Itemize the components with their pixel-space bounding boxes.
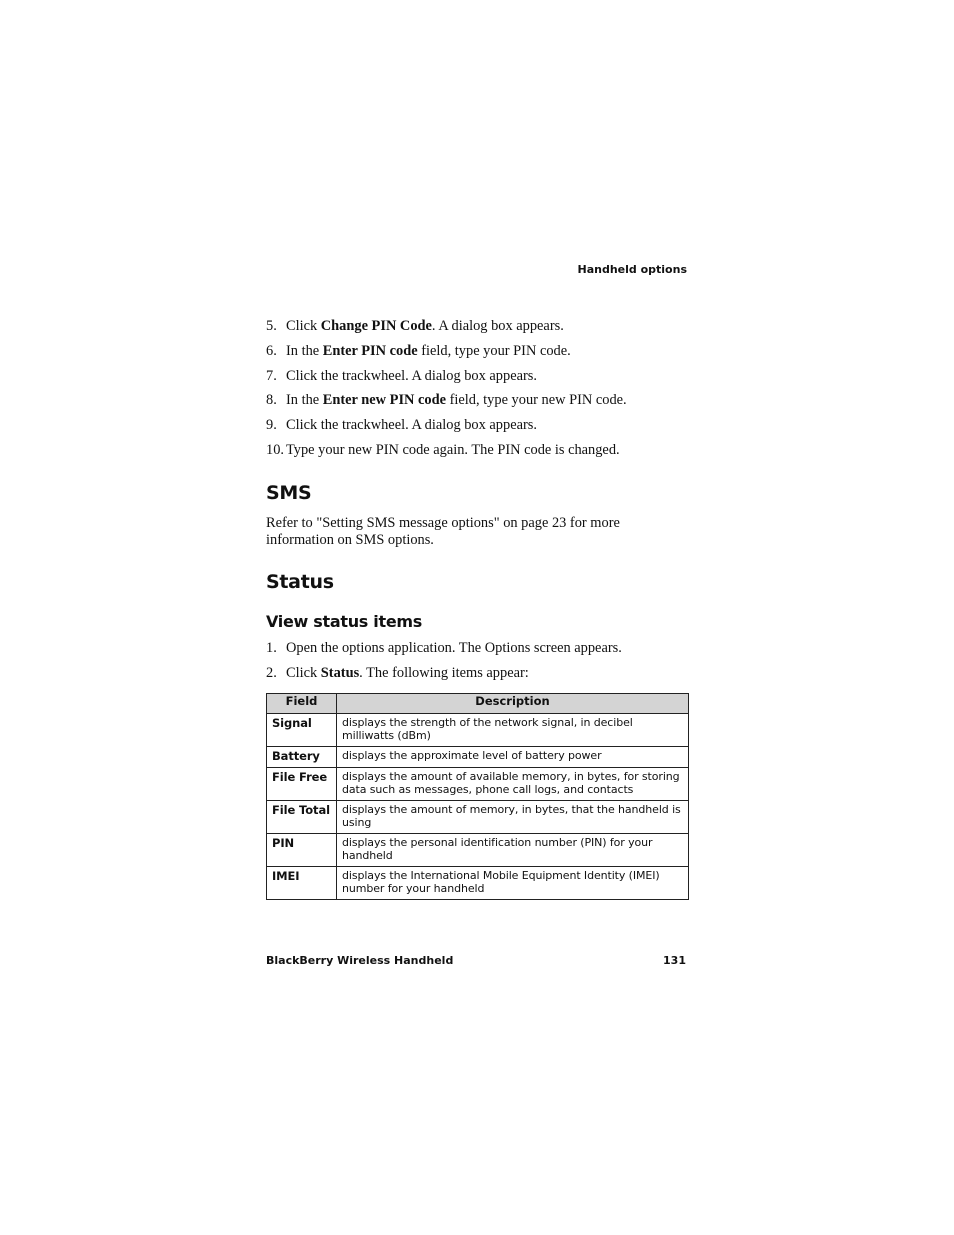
description-cell: displays the approximate level of battery power [337,747,689,768]
step-text [286,318,696,335]
table-row [267,714,689,747]
step-text-part: Click [286,664,321,681]
ui-term: Status [320,664,360,681]
table-row [267,834,689,867]
step-text [286,417,696,434]
field-column-header: Field [267,694,337,714]
description-cell: displays the amount of memory, in bytes, that the handheld is using [337,801,689,834]
status-steps-list [266,640,696,690]
description-cell: displays the personal identification number (PIN) for your handheld [337,834,689,867]
running-head: Handheld options [577,263,687,276]
step-text [286,343,696,360]
list-item [266,417,696,434]
description-cell: displays the International Mobile Equipment Identity (IMEI) number for your handheld [337,867,689,900]
page-number: 131 [663,954,686,967]
field-cell: PIN [267,834,337,867]
sms-heading: SMS [266,482,312,504]
description-column-header: Description [337,694,689,714]
field-cell: Battery [267,747,337,768]
step-text [286,368,696,385]
list-item [266,640,696,657]
view-status-subheading: View status items [266,612,422,631]
field-cell: File Free [267,768,337,801]
list-item [266,665,696,682]
list-item [266,442,696,459]
step-text-part: In the [286,342,323,359]
ui-term: Enter new PIN code [322,392,447,409]
step-text-part: Click [286,318,321,334]
pin-steps-list [266,318,696,467]
field-cell: Signal [267,714,337,747]
step-number: 6. [266,342,277,359]
step-text-part: Open the options application. The Options screen appears. [286,640,622,656]
step-text [286,392,696,409]
description-cell: displays the strength of the network signal, in decibel milliwatts (dBm) [337,714,689,747]
step-text-part: Click the trackwheel. A dialog box appears. [286,417,537,434]
step-text-part: In the [286,392,323,409]
step-number: 2. [266,664,277,681]
table-row [267,747,689,768]
step-text [286,665,696,682]
ui-term: Enter PIN code [322,342,418,359]
table-row [267,801,689,834]
step-text-part: . The following items appear: [359,664,529,681]
step-number: 8. [266,392,277,409]
step-number: 9. [266,417,277,434]
footer-title: BlackBerry Wireless Handheld [266,954,454,967]
list-item [266,343,696,360]
field-cell: IMEI [267,867,337,900]
status-heading: Status [266,571,334,593]
step-text-part: field, type your new PIN code. [446,392,627,409]
sms-body: Refer to "Setting SMS message options" on page 23 for more information on SMS options. [266,515,620,548]
step-text-part: . A dialog box appears. [431,318,564,334]
field-cell: File Total [267,801,337,834]
table-row [267,867,689,900]
step-text [286,640,696,657]
list-item [266,368,696,385]
step-number: 1. [266,640,277,656]
list-item [266,392,696,409]
step-text-part: Click the trackwheel. A dialog box appears. [286,367,537,384]
table-header-row [267,694,689,714]
list-item [266,318,696,335]
ui-term: Change PIN Code [320,318,432,334]
step-number: 7. [266,367,277,384]
step-number: 5. [266,318,277,334]
step-text [286,442,696,459]
table-row [267,768,689,801]
step-text-part: field, type your PIN code. [417,342,571,359]
status-items-table [266,693,689,900]
step-number: 10. [266,441,284,458]
step-text-part: Type your new PIN code again. The PIN code is changed. [286,441,620,458]
description-cell: displays the amount of available memory, in bytes, for storing data such as messages, phone call logs, and contacts [337,768,689,801]
